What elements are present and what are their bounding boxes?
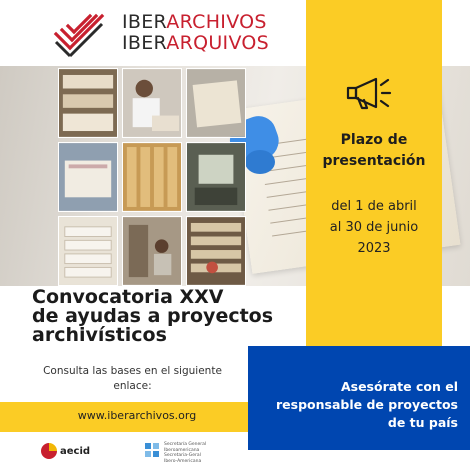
archive-photo-grid: [56, 66, 248, 290]
photo-file-boxes: [122, 142, 182, 212]
iberarchivos-logo-text: IBERARCHIVOS IBERARQUIVOS: [122, 11, 270, 54]
iberarchivos-logo-icon: [52, 12, 106, 58]
photo-bound-books: [58, 142, 118, 212]
photo-document-folder: [186, 68, 246, 138]
megaphone-icon: [342, 74, 394, 114]
deadline-title: Plazo de presentación: [322, 132, 426, 169]
photo-stacked-papers: [58, 216, 118, 286]
photo-archive-shelves: [58, 68, 118, 138]
segib-logo-text: Secretaría General Iberoamericana Secretaria-Geral Ibero-Americana: [164, 442, 207, 464]
segib-logo-icon: [143, 441, 161, 461]
photo-archivist-working: [122, 68, 182, 138]
photo-microfilm-reader: [186, 142, 246, 212]
photo-reading-room: [122, 216, 182, 286]
advice-text: Asesórate con el responsable de proyectos de tu país: [276, 379, 458, 430]
blue-glove-fingers: [245, 150, 275, 174]
deadline-dates: del 1 de abril al 30 de junio 2023: [329, 199, 419, 256]
call-title: Convocatoria XXV de ayudas a proyectos archivísticos: [32, 286, 274, 346]
aecid-logo-icon: [40, 442, 58, 460]
website-link[interactable]: www.iberarchivos.org: [77, 409, 197, 422]
photo-archive-stacks: [186, 216, 246, 286]
consult-text: Consulta las bases en el siguiente enlace:: [43, 365, 222, 392]
deadline-panel: [306, 0, 442, 346]
aecid-logo-text: aecid: [60, 446, 91, 457]
